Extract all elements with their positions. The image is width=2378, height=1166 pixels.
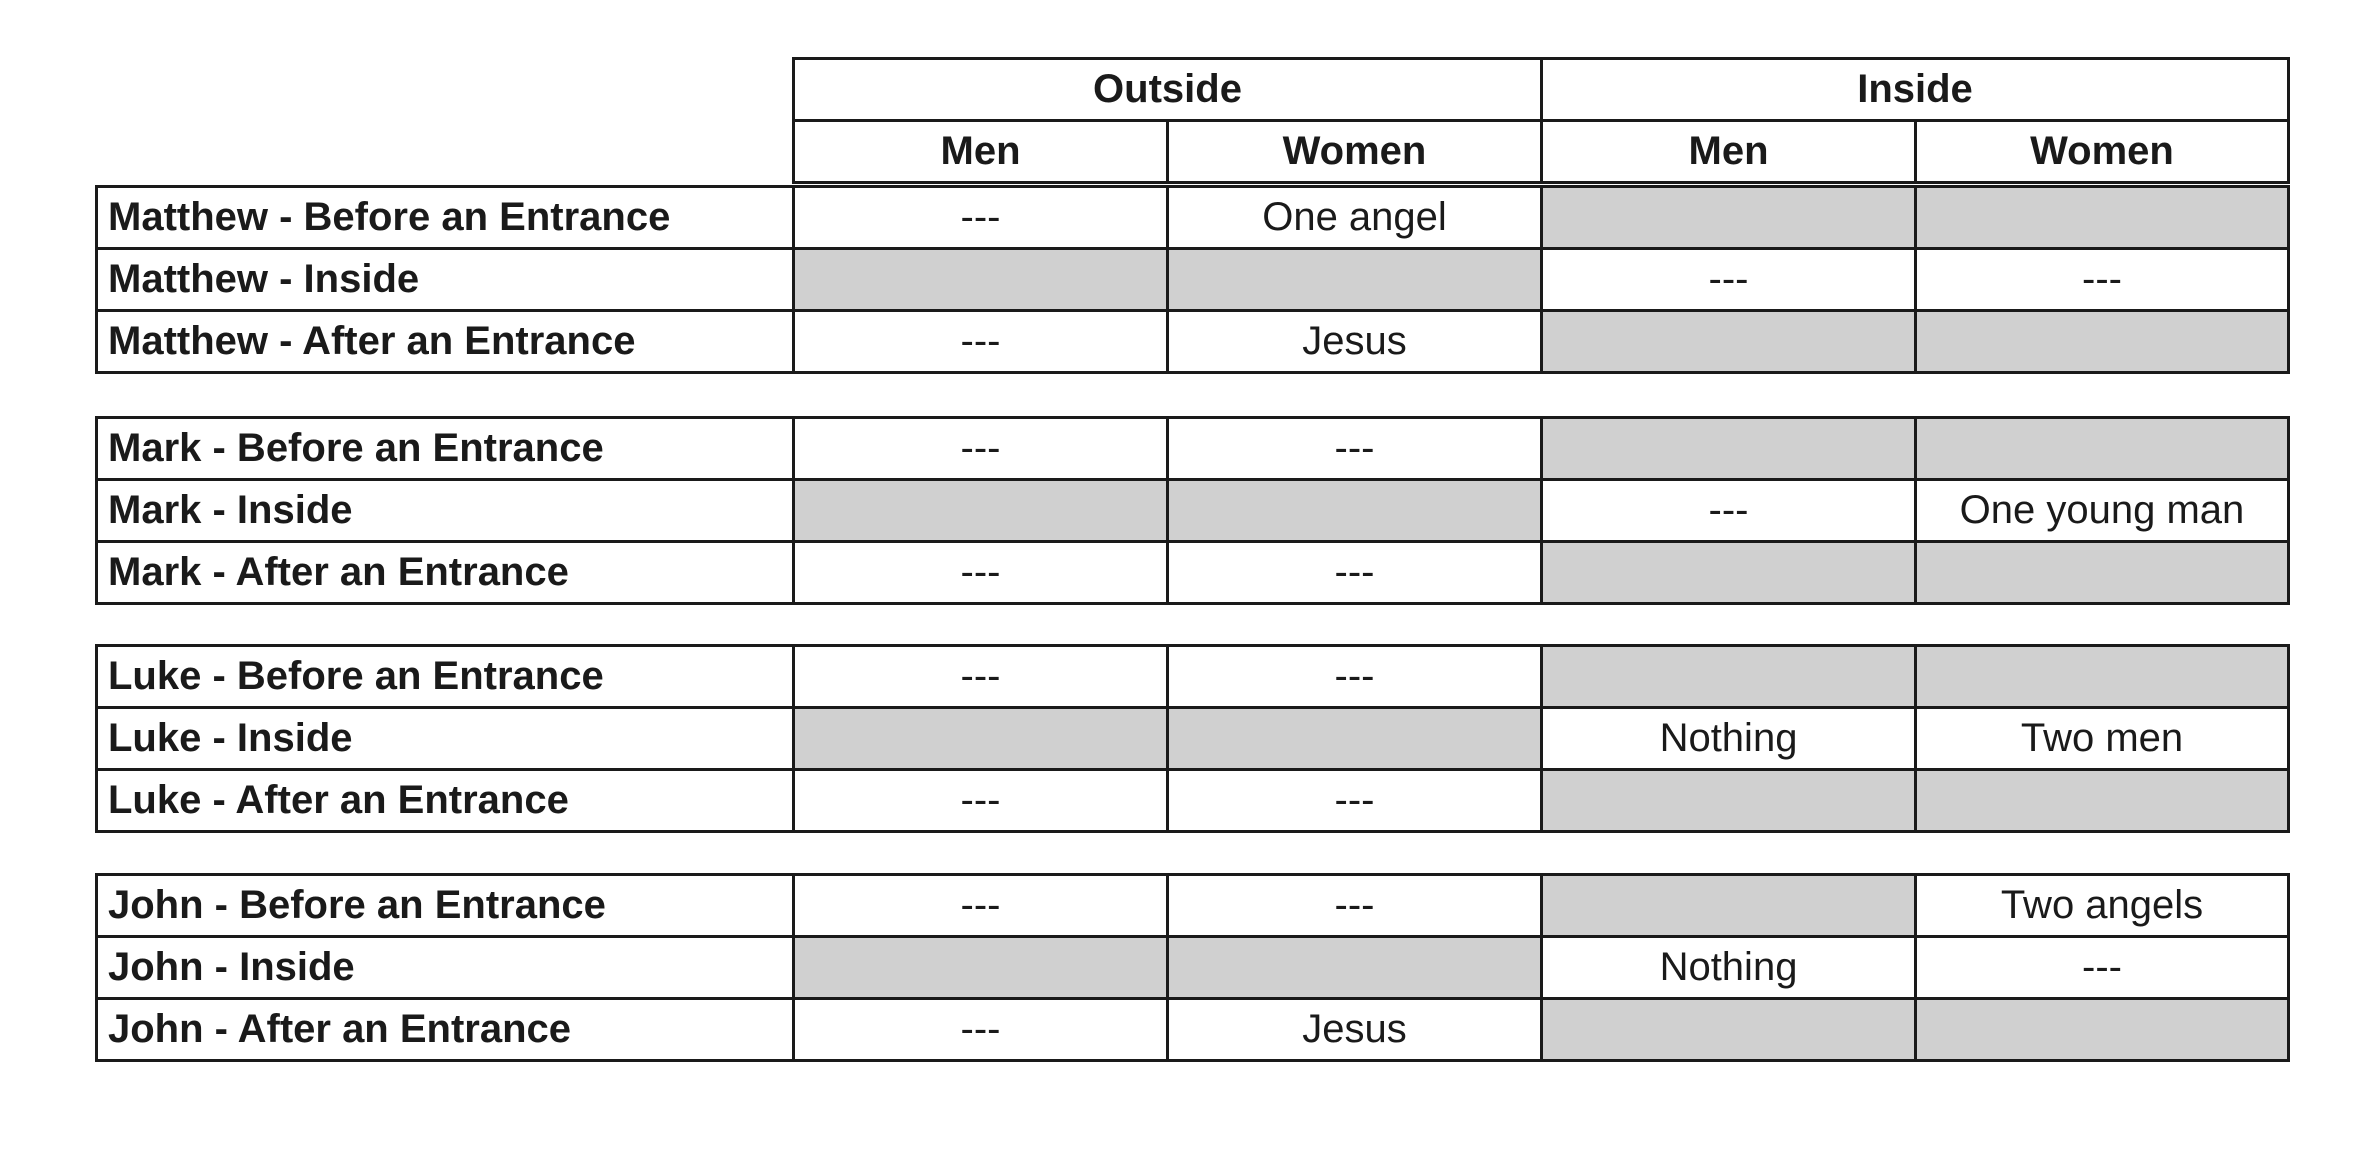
row-label: John - After an Entrance: [97, 999, 794, 1061]
cell-outside-men: ---: [794, 542, 1168, 604]
header-outside-women: Women: [1168, 121, 1542, 183]
header-inside: Inside: [1542, 59, 2289, 121]
header-inside-women: Women: [1916, 121, 2289, 183]
cell-outside-women: ---: [1168, 418, 1542, 480]
cell-inside-women: ---: [1916, 937, 2289, 999]
cell-outside-men: ---: [794, 875, 1168, 937]
group-table-john: [95, 873, 2290, 1062]
header-outside-men: Men: [794, 121, 1168, 183]
cell-inside-women: [1916, 187, 2289, 249]
cell-inside-men: ---: [1542, 480, 1916, 542]
row-label: Matthew - After an Entrance: [97, 311, 794, 373]
group-table-mark: [95, 416, 2290, 605]
column-header-table: [792, 57, 2290, 184]
cell-outside-women: [1168, 480, 1542, 542]
cell-inside-women: Two angels: [1916, 875, 2289, 937]
row-label: Luke - Inside: [97, 708, 794, 770]
table-row: [97, 646, 2289, 708]
cell-outside-men: [794, 708, 1168, 770]
cell-inside-men: [1542, 418, 1916, 480]
cell-outside-women: One angel: [1168, 187, 1542, 249]
cell-outside-men: ---: [794, 418, 1168, 480]
table-row: [97, 249, 2289, 311]
cell-outside-women: Jesus: [1168, 311, 1542, 373]
row-label: John - Inside: [97, 937, 794, 999]
table-row: [97, 542, 2289, 604]
row-label: Mark - Before an Entrance: [97, 418, 794, 480]
cell-outside-men: ---: [794, 770, 1168, 832]
cell-inside-women: [1916, 542, 2289, 604]
group-table-luke: [95, 644, 2290, 833]
cell-inside-women: [1916, 999, 2289, 1061]
cell-outside-women: [1168, 249, 1542, 311]
cell-outside-men: [794, 249, 1168, 311]
row-label: John - Before an Entrance: [97, 875, 794, 937]
cell-inside-women: Two men: [1916, 708, 2289, 770]
cell-inside-men: [1542, 646, 1916, 708]
cell-outside-women: ---: [1168, 770, 1542, 832]
table-row: [97, 480, 2289, 542]
cell-inside-women: [1916, 311, 2289, 373]
cell-inside-women: One young man: [1916, 480, 2289, 542]
table-row: [97, 311, 2289, 373]
cell-inside-men: Nothing: [1542, 708, 1916, 770]
table-row: [97, 999, 2289, 1061]
cell-outside-women: ---: [1168, 542, 1542, 604]
header-outside: Outside: [794, 59, 1542, 121]
cell-outside-men: [794, 480, 1168, 542]
cell-outside-women: ---: [1168, 646, 1542, 708]
cell-outside-women: [1168, 937, 1542, 999]
cell-inside-men: [1542, 875, 1916, 937]
cell-outside-men: ---: [794, 999, 1168, 1061]
cell-inside-women: [1916, 646, 2289, 708]
cell-outside-men: ---: [794, 311, 1168, 373]
header-inside-men: Men: [1542, 121, 1916, 183]
row-label: Matthew - Before an Entrance: [97, 187, 794, 249]
cell-inside-men: [1542, 770, 1916, 832]
cell-inside-women: [1916, 418, 2289, 480]
cell-inside-men: [1542, 542, 1916, 604]
cell-inside-men: [1542, 999, 1916, 1061]
row-label: Mark - After an Entrance: [97, 542, 794, 604]
cell-inside-men: ---: [1542, 249, 1916, 311]
group-table-matthew: [95, 185, 2290, 374]
table-row: [97, 187, 2289, 249]
cell-inside-men: [1542, 187, 1916, 249]
cell-outside-men: ---: [794, 646, 1168, 708]
table-row: [97, 770, 2289, 832]
cell-outside-men: [794, 937, 1168, 999]
cell-outside-women: ---: [1168, 875, 1542, 937]
table-row: [97, 708, 2289, 770]
row-label: Matthew - Inside: [97, 249, 794, 311]
table-row: [97, 418, 2289, 480]
table-row: [97, 875, 2289, 937]
cell-inside-women: ---: [1916, 249, 2289, 311]
cell-inside-men: [1542, 311, 1916, 373]
cell-outside-women: Jesus: [1168, 999, 1542, 1061]
cell-outside-women: [1168, 708, 1542, 770]
cell-inside-men: Nothing: [1542, 937, 1916, 999]
row-label: Luke - Before an Entrance: [97, 646, 794, 708]
cell-inside-women: [1916, 770, 2289, 832]
row-label: Luke - After an Entrance: [97, 770, 794, 832]
cell-outside-men: ---: [794, 187, 1168, 249]
table-row: [97, 937, 2289, 999]
row-label: Mark - Inside: [97, 480, 794, 542]
